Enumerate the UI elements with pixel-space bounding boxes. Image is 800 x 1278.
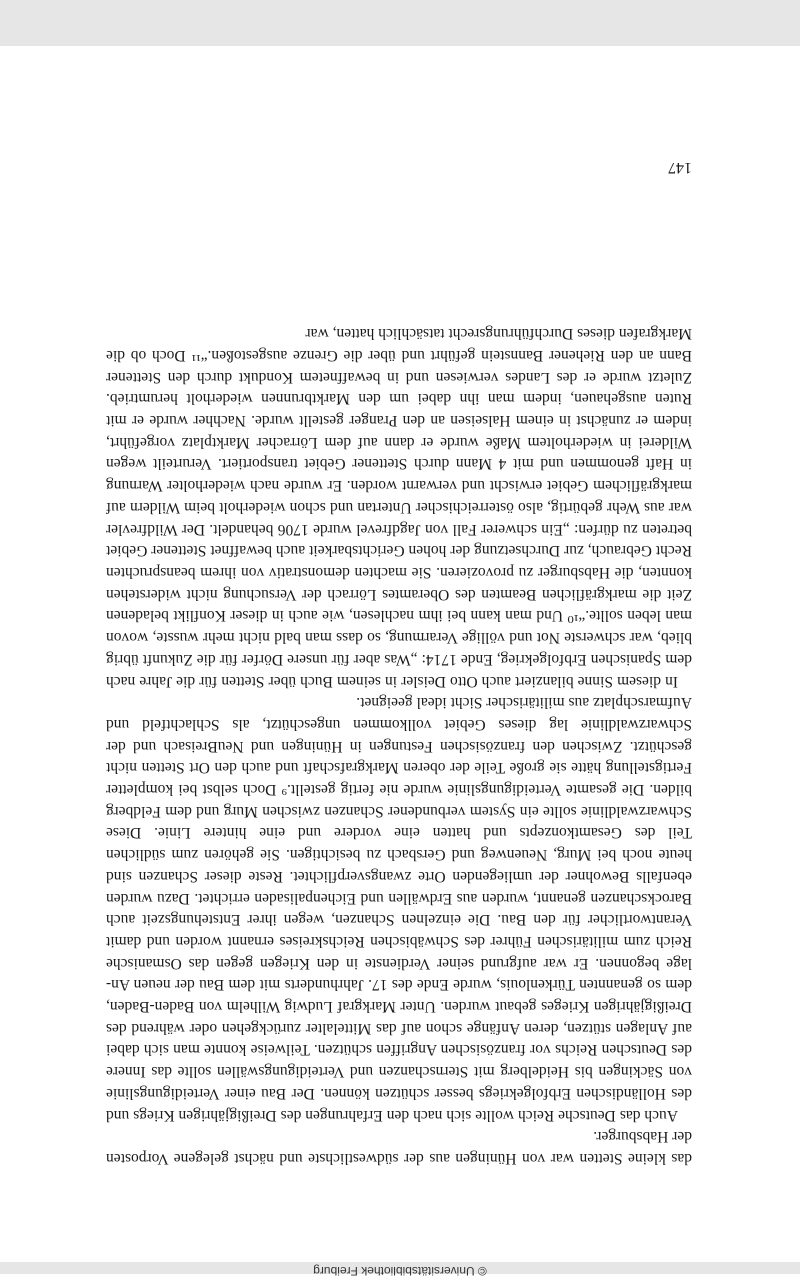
paragraph: In diesem Sinne bilanziert auch Otto Deisler in seinem Buch über Stetten für die Jahre nach dem Spanischen Erbfolgekrieg, Ende 1714: „Was aber für unsere Dörfer für die Zukunft übrig blieb, war schwerste Not und völlige Verarmung, so dass man bald nicht mehr wusste, wovon man leben sollte.“¹⁰ Und man kann bei ihm nachlesen, wie auch in dieser Konflikt beladenen Zeit die markgräflichen Beamten des Oberamtes Lörrach der Versuchung nicht widerstehen konnten, die Habsburger zu provozieren. Sie machten demonstrativ von ihrem beanspruchten Recht Gebrauch, zur Durchsetzung der hohen Gerichtsbarkeit auch bewaffnet Stettener Gebiet betreten zu dürfen: „Ein schwerer Fall von Jagdfrevel wurde 1706 behandelt. Der Wildfrevler war aus Wehr gebürtig, also österreichischer Untertan und schon wiederholt beim Wildern auf markgräflichem Gebiet erwischt und verwarnt worden. Er wurde nach wiederholter Warnung in Haft genommen und mit 4 Mann durch Stettener Gebiet transportiert. Verurteilt wegen Wilderei in wiederholtem Maße wurde er dann auf dem Lörracher Marktplatz vorgeführt, indem er zunächst in einem Halseisen an den Pranger gestellt wurde. Nachher wurde er mit Ruten ausgehauen, indem man ihn dabei um den Marktbrunnen wiederholt herumtrieb. Zuletzt wurde er des Landes verwiesen und in bewaffnetem Kondukt durch den Stettener Bann an den Riehener Bannstein geführt und über die Grenze ausgestoßen.“¹¹ Doch ob die Markgrafen dieses Durchführungsrecht tatsächlich hatten, war — [106, 325, 692, 690]
viewer-footer-bar — [0, 0, 800, 46]
paragraph: das kleine Stetten war von Hüningen aus der südwestlichste und nächst gelegene Vorposten der Habsburger. — [106, 1128, 692, 1167]
page-body — [106, 323, 692, 1169]
paragraph: Auch das Deutsche Reich wollte sich nach den Erfahrungen des Dreißigjährigen Kriegs und des Holländischen Erbfolgekriegs besser schützen können. Der Bau einer Verteidigungslinie von Säckingen bis Heidelberg mit Sternschanzen und Verteidigungswällen sollte das Innere des Deutschen Reichs vor französischen Angriffen schützen. Teilweise konnte man sich dabei auf Anlagen stützen, deren Anfänge schon auf das Mittelalter zurückgehen oder während des Dreißigjährigen Krieges gebaut wurden. Unter Markgraf Ludwig Wilhelm von Baden-Baden, dem so genannten Türkenlouis, wurde Ende des 17. Jahrhunderts mit dem Bau der neuen Anlage begonnen. Er war aufgrund seiner Verdienste in den Kriegen gegen das Osmanische Reich zum militärischen Führer des Schwäbischen Reichskreises ernannt worden und damit Verantwortlicher für den Bau. Die einzelnen Schanzen, wegen ihrer Entstehungszeit auch Barockschanzen genannt, wurden aus Erdwällen und Eichenpalisaden errichtet. Dazu wurden ebenfalls Bewohner der umliegenden Orte zwangsverpflichtet. Reste dieser Schanzen sind heute noch bei Murg, Neuenweg und Gersbach zu besichtigen. Sie gehören zum südlichen Teil des Gesamtkonzepts und hatten eine vordere und eine hintere Linie. Diese Schwarzwaldlinie sollte ein System verbundener Schanzen zwischen Murg und dem Feldberg bilden. Die gesamte Verteidigungslinie wurde nie fertig gestellt.⁹ Doch selbst bei kompletter Fertigstellung hätte sie große Teile der oberen Markgrafschaft und auch den Ort Stetten nicht geschützt. Zwischen den französischen Festungen in Hüningen und NeuBreisach und der Schwarzwaldlinie lag dieses Gebiet vollkommen ungeschützt, als Schlachtfeld und Aufmarschplatz aus militärischer Sicht ideal geeignet. — [106, 694, 692, 1124]
page-number: 147 — [668, 159, 692, 176]
previous-page-footer-strip — [0, 1262, 800, 1278]
previous-page-copyright: © Universitätsbibliothek Freiburg — [313, 1264, 487, 1278]
